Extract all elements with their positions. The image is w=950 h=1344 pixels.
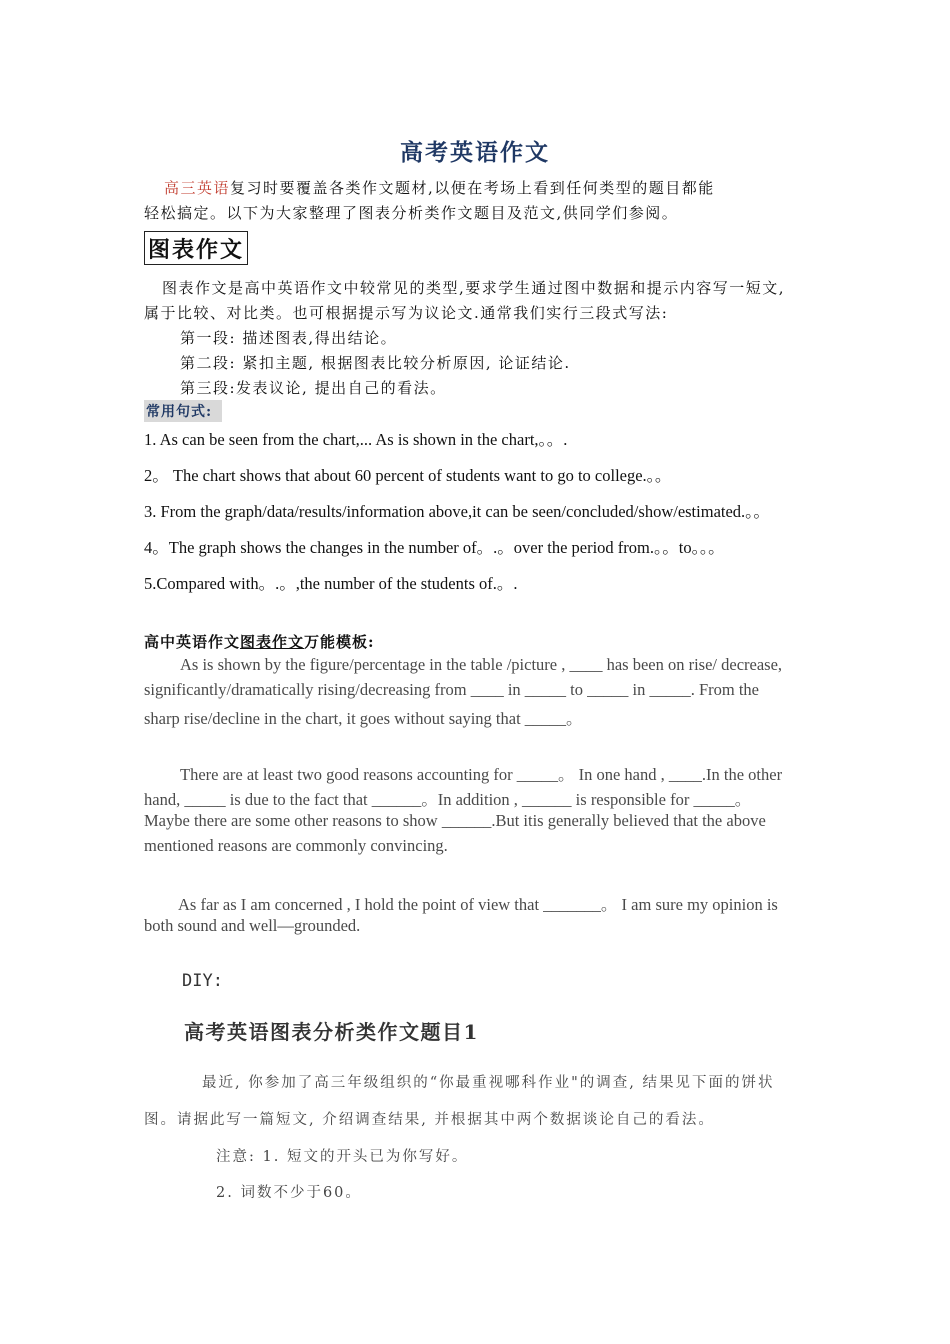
- intro-highlight-link[interactable]: 高三英语: [164, 179, 231, 197]
- template-title-pre: 高中英语作文: [144, 633, 241, 651]
- common-sentences-label: 常用句式:: [144, 400, 222, 422]
- sentence-item: 1. As can be seen from the chart,... As is shown in the chart,。。.: [144, 430, 568, 449]
- sentence-item: 3. From the graph/data/results/information above,it can be seen/concluded/show/estimated.。。: [144, 502, 770, 521]
- task-line-1: 最近, 你参加了高三年级组织的“你最重视哪科作业"的调查, 结果见下面的饼状: [202, 1075, 775, 1091]
- template-title: [144, 631, 375, 652]
- task-line-2: 图。请据此写一篇短文, 介绍调查结果, 并根据其中两个数据谈论自己的看法。: [144, 1112, 715, 1128]
- step-item: 第二段: 紧扣主题, 根据图表比较分析原因, 论证结论.: [180, 354, 571, 372]
- intro-line-2: 轻松搞定。以下为大家整理了图表分析类作文题目及范文,供同学们参阅。: [144, 204, 679, 222]
- template-p2-line: mentioned reasons are commonly convincing.: [144, 836, 448, 855]
- sentence-item: 2。 The chart shows that about 60 percent of students want to go to college.。。: [144, 466, 672, 485]
- template-p3-line: both sound and well—grounded.: [144, 916, 361, 935]
- step-item: 第一段: 描述图表,得出结论。: [180, 329, 398, 347]
- template-p1-line: significantly/dramatically rising/decreasing from ____ in _____ to _____ in _____. From the: [144, 680, 759, 699]
- sentence-item: 4。The graph shows the changes in the number of。.。over the period from.。。to。。。: [144, 538, 725, 557]
- template-title-link[interactable]: 图表作文: [240, 633, 305, 651]
- step-item: 第三段:发表议论, 提出自己的看法。: [180, 379, 447, 397]
- template-p3-line: As far as I am concerned , I hold the point of view that _______。 I am sure my opinion is: [178, 895, 778, 914]
- sentence-item: 5.Compared with。.。,the number of the students of.。.: [144, 574, 518, 593]
- diy-heading: 高考英语图表分析类作文题目1: [184, 1020, 479, 1044]
- diy-label: DIY:: [182, 971, 223, 991]
- page-title: 高考英语作文: [400, 139, 550, 166]
- section-desc-line-1: 图表作文是高中英语作文中较常见的类型,要求学生通过图中数据和提示内容写一短文,: [162, 279, 786, 297]
- note-2: 2. 词数不少于60。: [216, 1185, 362, 1201]
- template-p1-line: sharp rise/decline in the chart, it goes without saying that _____。: [144, 709, 583, 728]
- intro-line-1: [164, 177, 715, 198]
- template-p2-line: There are at least two good reasons accounting for _____。 In one hand , ____.In the other: [180, 765, 783, 784]
- section-desc-line-2: 属于比较、对比类。也可根据提示写为议论文.通常我们实行三段式写法:: [144, 304, 669, 322]
- template-p2-line: hand, _____ is due to the fact that ______。In addition , ______ is responsible for _____。: [144, 790, 752, 809]
- template-p1-line: As is shown by the figure/percentage in the table /picture , ____ has been on rise/ decrease,: [180, 655, 783, 674]
- template-p2-line: Maybe there are some other reasons to show ______.But itis generally believed that the above: [144, 811, 766, 830]
- template-title-post: 万能模板:: [304, 633, 375, 651]
- section-heading: 图表作文: [144, 231, 248, 265]
- intro-line-1-text: 复习时要覆盖各类作文题材,以便在考场上看到任何类型的题目都能: [230, 179, 715, 197]
- note-1: 注意: 1. 短文的开头已为你写好。: [216, 1149, 469, 1165]
